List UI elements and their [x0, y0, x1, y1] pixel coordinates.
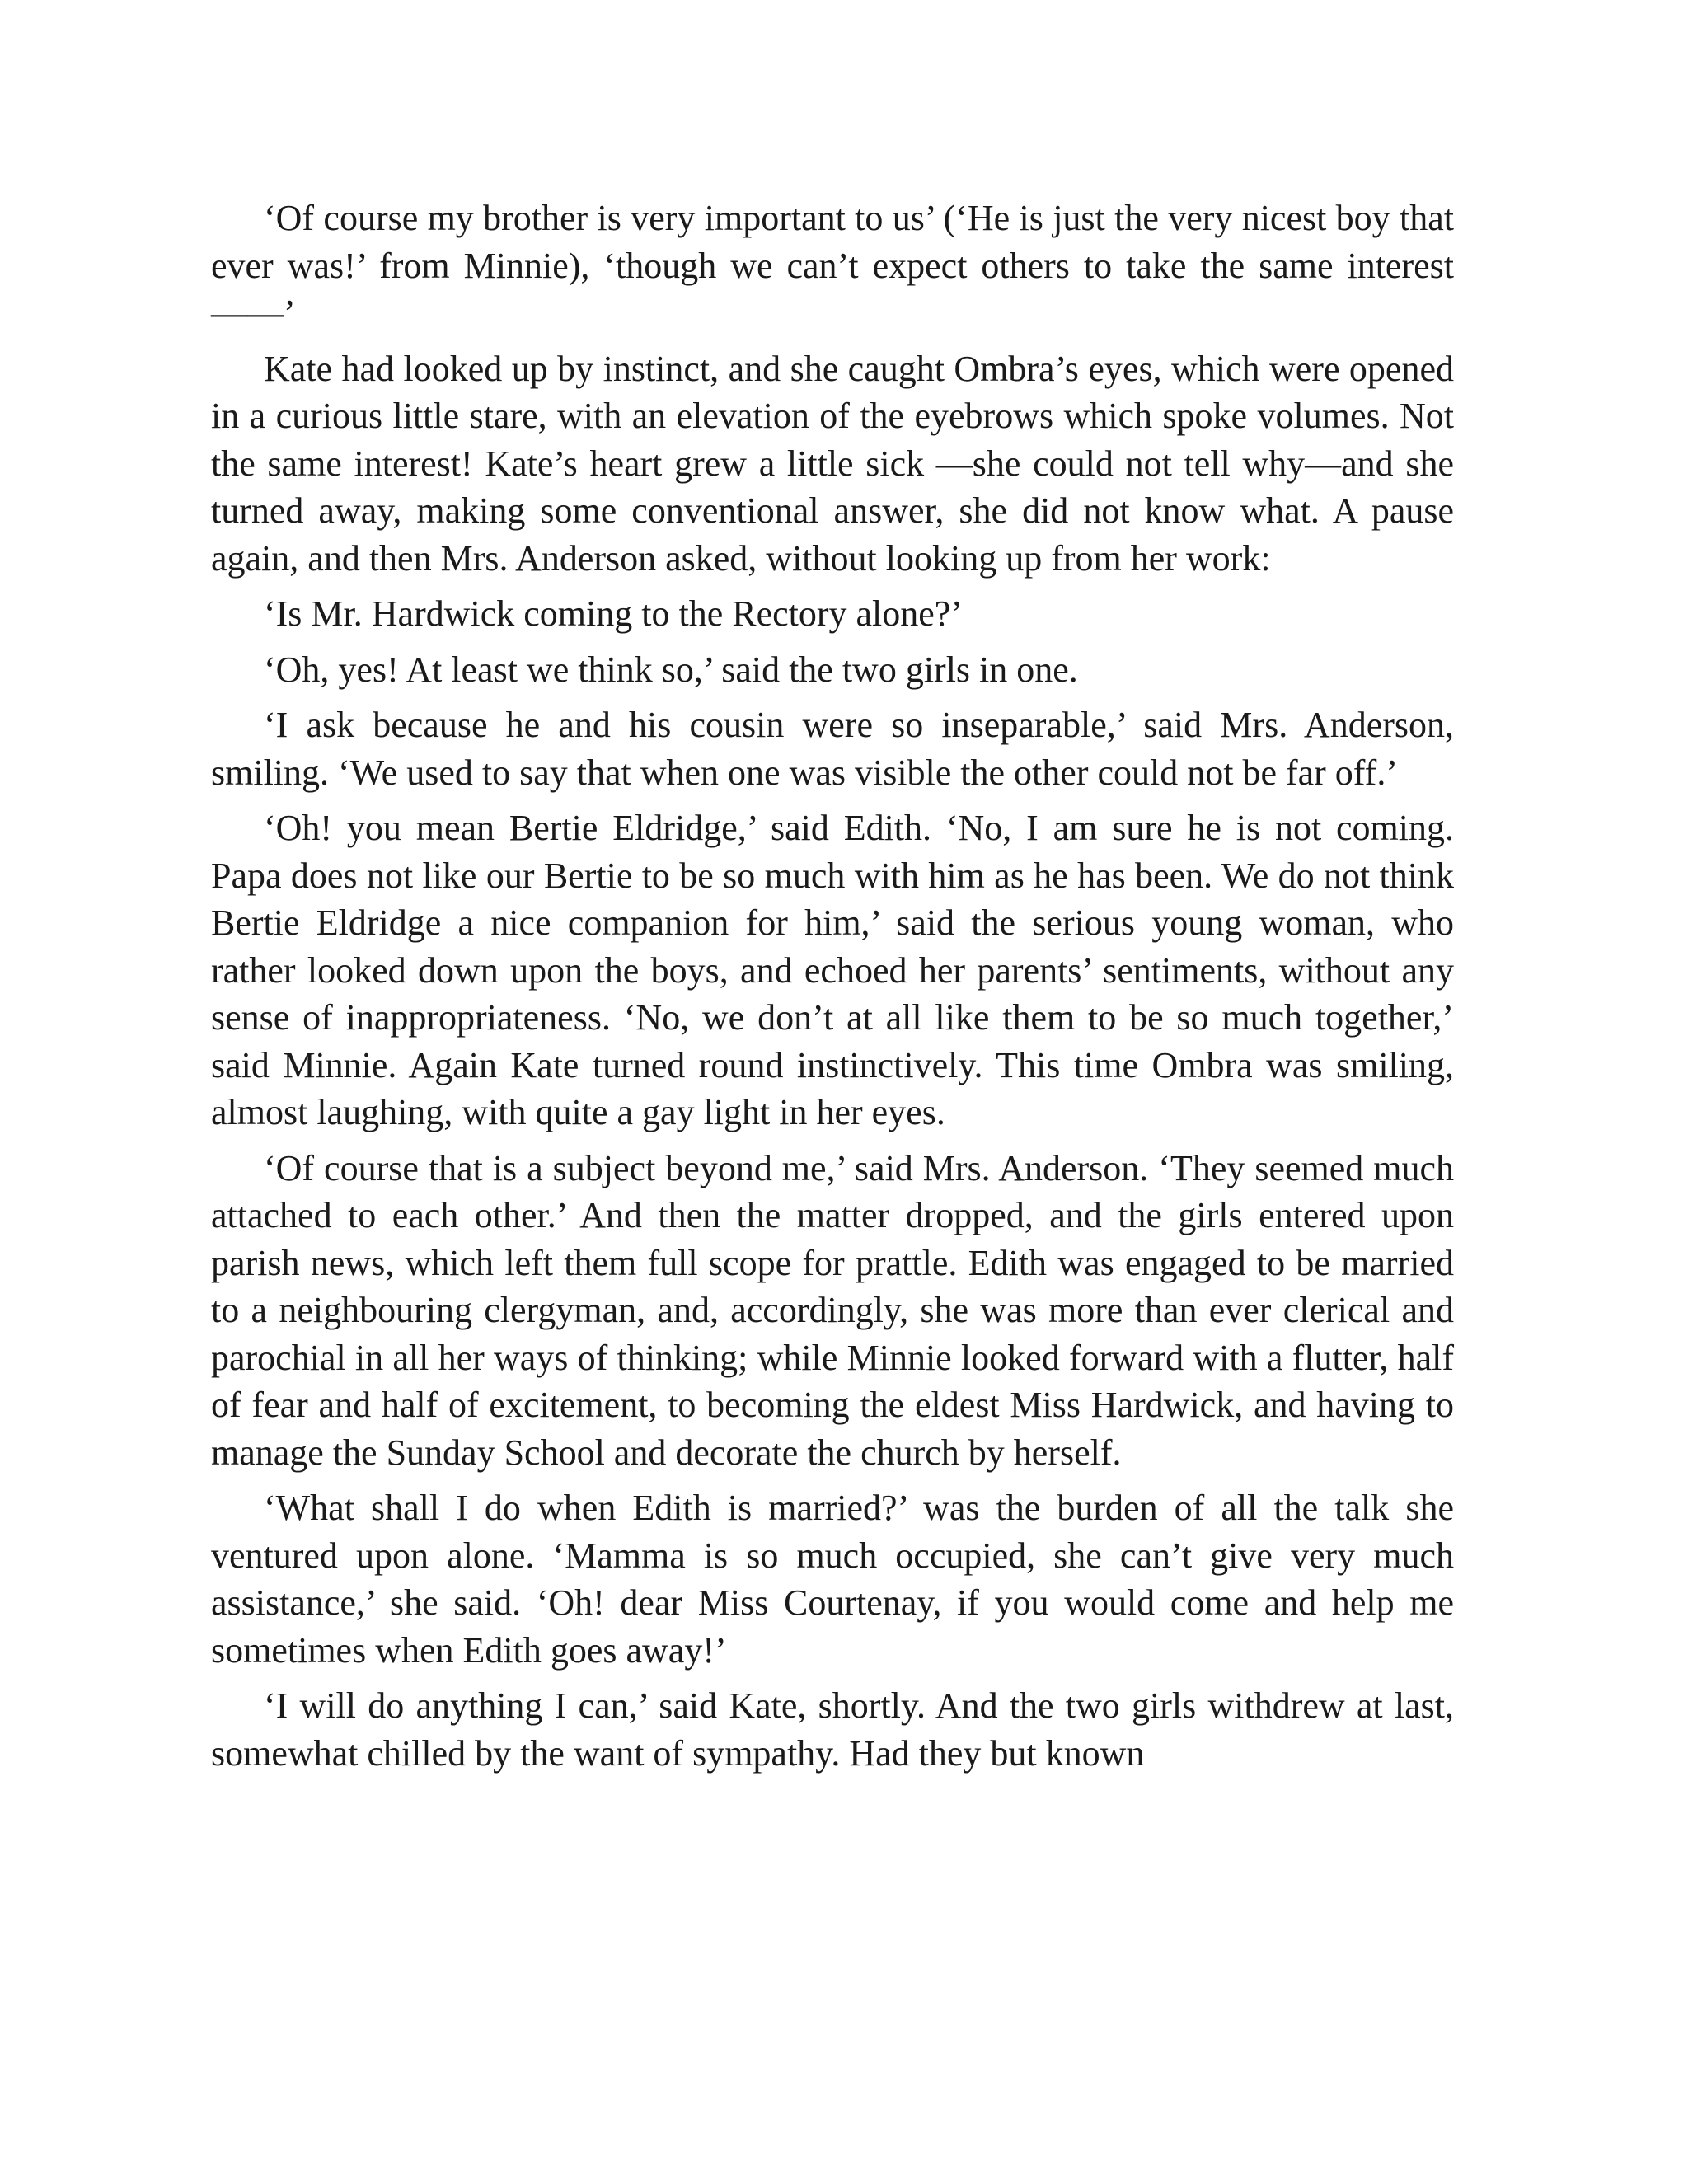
- paragraph: ‘I will do anything I can,’ said Kate, shortly. And the two girls withdrew at last, somewhat chilled by the want of sympathy. Had they but known: [211, 1685, 1454, 1774]
- body-text: [211, 194, 1454, 1785]
- paragraph: ‘What shall I do when Edith is married?’ was the burden of all the talk she ventured upon alone. ‘Mamma is so much occupied, she can’t give very much assistance,’ she said. ‘Oh! dear Miss Courtenay, if you would come and help me sometimes when Edith goes away!’: [211, 1488, 1454, 1671]
- paragraph: ‘Oh! you mean Bertie Eldridge,’ said Edith. ‘No, I am sure he is not coming. Papa does not like our Bertie to be so much with him as he has been. We do not think Bertie Eldridge a nice companion for him,’ said the serious young woman, who rather looked down upon the boys, and echoed her parents’ sentiments, without any sense of inappropriateness. ‘No, we don’t at all like them to be so much together,’ said Minnie. Again Kate turned round instinctively. This time Ombra was smiling, almost laughing, with quite a gay light in her eyes.: [211, 808, 1454, 1132]
- paragraph: ‘Of course my brother is very important to us’ (‘He is just the very nicest boy that ever was!’ from Minnie), ‘though we can’t expect others to take the same interest——’: [211, 198, 1454, 333]
- paragraph: ‘I ask because he and his cousin were so inseparable,’ said Mrs. Anderson, smiling. ‘We used to say that when one was visible the other could not be far off.’: [211, 705, 1454, 793]
- paragraph: ‘Oh, yes! At least we think so,’ said the two girls in one.: [264, 649, 1078, 690]
- paragraph: ‘Is Mr. Hardwick coming to the Rectory alone?’: [264, 593, 963, 634]
- paragraph: ‘Of course that is a subject beyond me,’ said Mrs. Anderson. ‘They seemed much attached to each other.’ And then the matter dropped, and the girls entered upon parish news, which left them full scope for prattle. Edith was engaged to be married to a neighbouring clergyman, and, accordingly, she was more than ever clerical and parochial in all her ways of thinking; while Minnie looked forward with a flutter, half of fear and half of excitement, to becoming the eldest Miss Hardwick, and having to manage the Sunday School and decorate the church by herself.: [211, 1147, 1454, 1473]
- paragraph: Kate had looked up by instinct, and she caught Ombra’s eyes, which were opened in a curious little stare, with an elevation of the eyebrows which spoke volumes. Not the same interest! Kate’s heart grew a little sick —she could not tell why—and she turned away, making some conventional answer, she did not know what. A pause again, and then Mrs. Anderson asked, without looking up from her work:: [211, 348, 1454, 579]
